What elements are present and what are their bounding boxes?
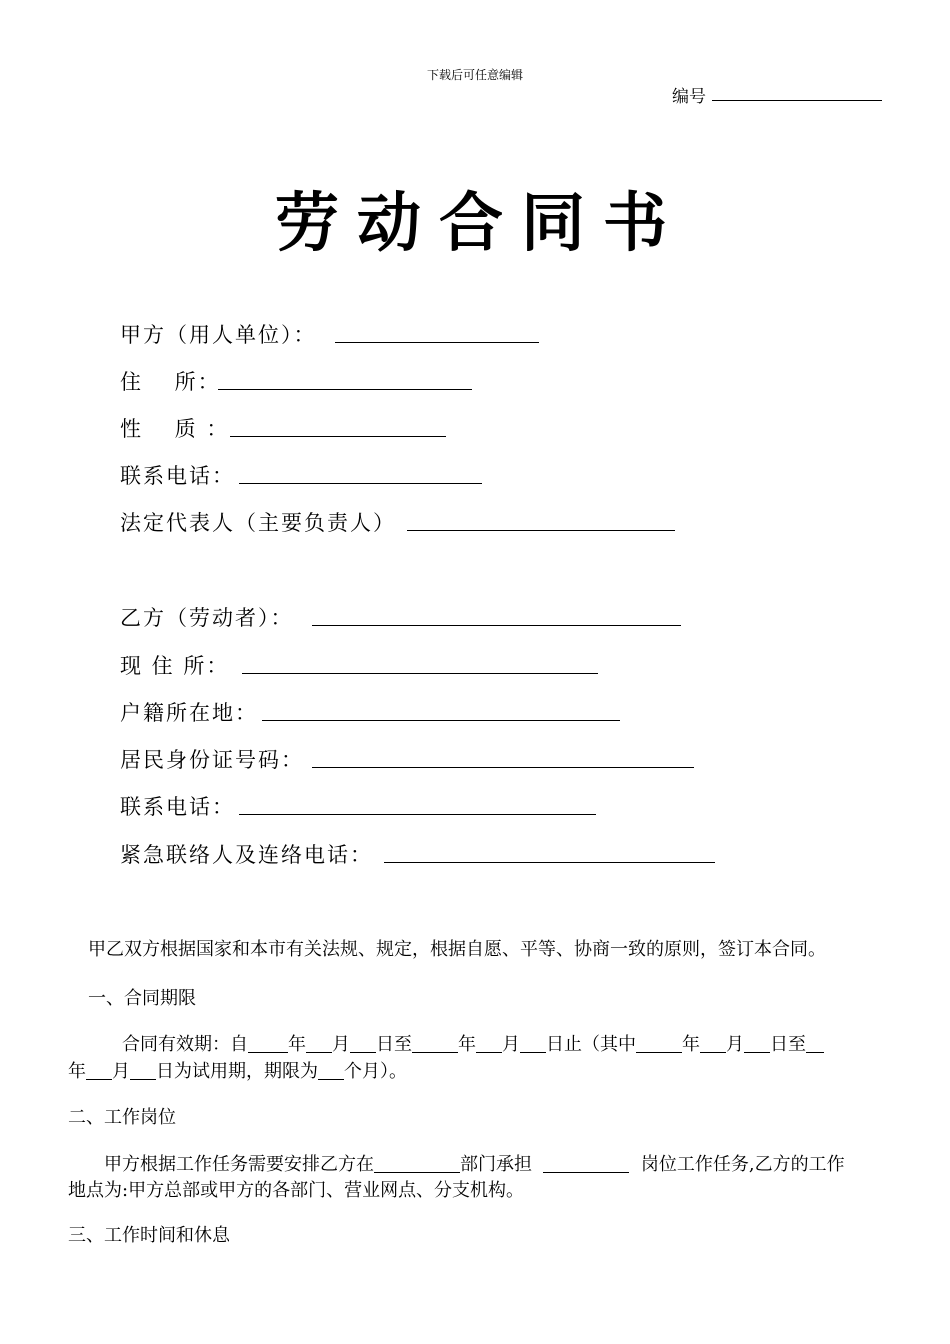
work-post-line-1: 甲方根据工作任务需要安排乙方在 部门承担 岗位工作任务,乙方的工作 [104, 1154, 845, 1175]
trial-end-day-blank[interactable] [130, 1061, 156, 1080]
trial-months-blank[interactable] [318, 1061, 344, 1080]
trial-start-day-blank[interactable] [744, 1034, 770, 1053]
party-b-name-field[interactable] [312, 625, 681, 626]
party-a-name-label: 甲方（用人单位）： [120, 323, 317, 347]
header-note: 下载后可任意编辑 [426, 68, 523, 82]
party-a-nature-field[interactable] [230, 436, 446, 437]
position-blank[interactable] [543, 1154, 629, 1173]
section-2-heading: 二、工作岗位 [68, 1107, 176, 1128]
department-blank[interactable] [374, 1154, 460, 1173]
party-b-phone-label: 联系电话： [120, 795, 235, 819]
party-b-address-field[interactable] [242, 673, 598, 674]
party-a-address-label: 住 所： [120, 370, 221, 394]
party-a-nature-label: 性 质 ： [120, 417, 230, 441]
work-post-line-2: 地点为:甲方总部或甲方的各部门、营业网点、分支机构。 [68, 1180, 525, 1201]
party-a-phone-field[interactable] [239, 483, 482, 484]
party-b-name-label: 乙方（劳动者）： [120, 606, 294, 630]
trial-start-month-blank[interactable] [700, 1034, 726, 1053]
party-a-name-field[interactable] [335, 342, 539, 343]
party-b-phone-field[interactable] [239, 814, 596, 815]
start-month-blank[interactable] [306, 1034, 332, 1053]
party-b-id-label: 居民身份证号码： [120, 748, 304, 772]
party-b-id-field[interactable] [312, 767, 694, 768]
party-b-emergency-label: 紧急联络人及连络电话： [120, 843, 373, 867]
party-a-representative-label: 法定代表人（主要负责人） [120, 511, 396, 535]
intro-paragraph: 甲乙双方根据国家和本市有关法规、规定，根据自愿、平等、协商一致的原则，签订本合同。 [88, 939, 826, 960]
party-a-representative-field[interactable] [407, 530, 675, 531]
party-b-address-label: 现 住 所： [120, 654, 230, 678]
serial-number-label: 编号 [672, 87, 706, 107]
trial-end-month-blank[interactable] [86, 1061, 112, 1080]
end-month-blank[interactable] [476, 1034, 502, 1053]
trial-end-year-blank[interactable] [806, 1034, 824, 1053]
contract-term-line-2: 年 月 日为试用期，期限为 个月）。 [68, 1061, 407, 1082]
contract-term-line-1: 合同有效期：自 年 月 日至 年 月 日止（其中 年 月 日至 [122, 1030, 824, 1056]
end-day-blank[interactable] [520, 1034, 546, 1053]
start-year-blank[interactable] [248, 1034, 288, 1053]
party-b-emergency-field[interactable] [384, 862, 715, 863]
start-day-blank[interactable] [350, 1034, 376, 1053]
section-3-heading: 三、工作时间和休息 [68, 1225, 230, 1246]
party-b-household-label: 户籍所在地： [120, 701, 258, 725]
serial-number-field[interactable] [712, 100, 882, 101]
end-year-blank[interactable] [412, 1034, 458, 1053]
party-b-household-field[interactable] [262, 720, 620, 721]
section-1-heading: 一、合同期限 [88, 988, 196, 1009]
party-a-phone-label: 联系电话： [120, 464, 235, 488]
party-a-address-field[interactable] [218, 389, 472, 390]
trial-start-year-blank[interactable] [636, 1034, 682, 1053]
page-title: 劳动合同书 [275, 186, 685, 261]
